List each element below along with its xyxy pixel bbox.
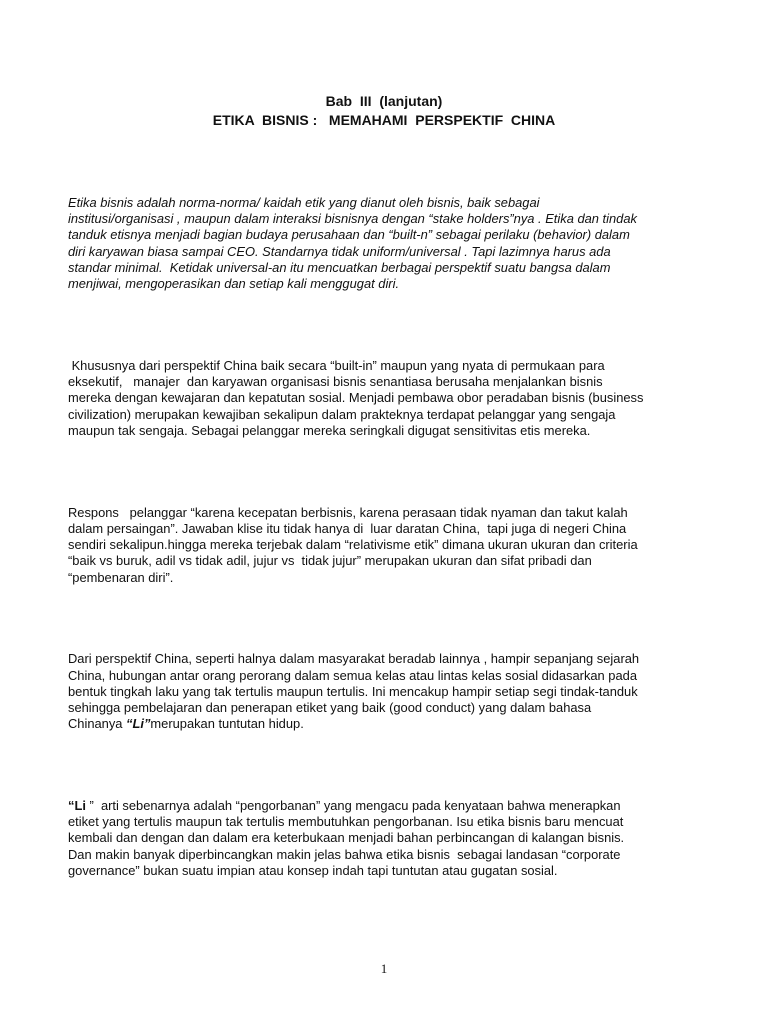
text-line: mereka dengan kewajaran dan kepatutan sosial. Menjadi pembawa obor peradaban bisnis (business [68,390,644,406]
text-line: bentuk tingkah laku yang tak tertulis maupun tertulis. Ini mencakup hampir setiap segi tindak-tanduk [68,683,638,699]
text-line: tanduk etisnya menjadi bagian budaya perusahaan dan “built-n” sebagai perilaku (behavior) dalam [68,227,630,243]
text-line: China, hubungan antar orang perorang dalam semua kelas atau lintas kelas sosial didasarkan pada [68,667,637,683]
text-line: Khususnya dari perspektif China baik secara “built-in” maupun yang nyata di permukaan para [68,357,605,373]
text-line: Chinanya [68,716,127,732]
text-line: Respons pelanggar “karena kecepatan berbisnis, karena perasaan tidak nyaman dan takut kalah [68,504,628,520]
text-line: kembali dan dengan dan dalam era keterbukaan menjadi bahan perbincangan di kalangan bisnis. [68,830,625,846]
text-line: menjiwai, mengoperasikan dan setiap kali menggugat diri. [68,276,400,292]
paragraph-intro [68,195,704,293]
chapter-heading: Bab III (lanjutan) [325,93,443,109]
li-term: “Li [68,797,86,813]
text-line: Etika bisnis adalah norma-norma/ kaidah etik yang dianut oleh bisnis, baik sebagai [68,194,540,210]
page-number: 1 [380,961,388,976]
text-line: institusi/organisasi , maupun dalam interaksi bisnisnya dengan “stake holders”nya . Etika dan tindak [68,211,637,227]
text-line: merupakan tuntutan hidup. [150,716,304,732]
text-line: sendiri sekalipun.hingga mereka terjebak dalam “relativisme etik” dimana ukuran ukuran dan criteria [68,537,638,553]
text-line: standar minimal. Ketidak universal-an itu mencuatkan berbagai perspektif suatu bangsa dalam [68,260,611,276]
paragraph-2 [68,358,704,439]
text-line: etiket yang tertulis maupun tak tertulis membutuhkan pengorbanan. Isu etika bisnis baru mencuat [68,814,624,830]
paragraph-5 [68,798,704,879]
paragraph-4 [68,651,704,732]
li-term: “Li” [126,716,151,732]
text-line: “baik vs buruk, adil vs tidak adil, jujur vs tidak jujur” merupakan ukuran dan sifat pribadi dan [68,553,592,569]
paragraph-3 [68,505,704,586]
text-line: “pembenaran diri”. [68,569,174,585]
text-line: civilization) merupakan kewajiban sekalipun dalam prakteknya terdapat pelanggar yang sengaja [68,406,616,422]
text-line: eksekutif, manajer dan karyawan organisasi bisnis senantiasa berusaha menjalankan bisnis [68,374,603,390]
text-line: maupun tak sengaja. Sebagai pelanggar mereka seringkali digugat sensitivitas etis mereka. [68,423,591,439]
text-line: diri karyawan biasa sampai CEO. Standarnya tidak uniform/universal . Tapi lazimnya harus ada [68,243,611,259]
text-line: sehingga pembelajaran dan penerapan etiket yang baik (good conduct) yang dalam bahasa [68,700,592,716]
text-line: dalam persaingan”. Jawaban klise itu tidak hanya di luar daratan China, tapi juga di negeri China [68,520,627,536]
document-title: ETIKA BISNIS : MEMAHAMI PERSPEKTIF CHINA [212,112,556,128]
text-line: Dari perspektif China, seperti halnya dalam masyarakat beradab lainnya , hampir sepanjang sejarah [68,651,640,667]
text-line: Dan makin banyak diperbincangkan makin jelas bahwa etika bisnis sebagai landasan “corporate [68,846,621,862]
document-body [68,146,704,945]
text-line: governance” bukan suatu impian atau konsep indah tapi tuntutan atau gugatan sosial. [68,863,558,879]
text-line: ” arti sebenarnya adalah “pengorbanan” yang mengacu pada kenyataan bahwa menerapkan [85,797,621,813]
